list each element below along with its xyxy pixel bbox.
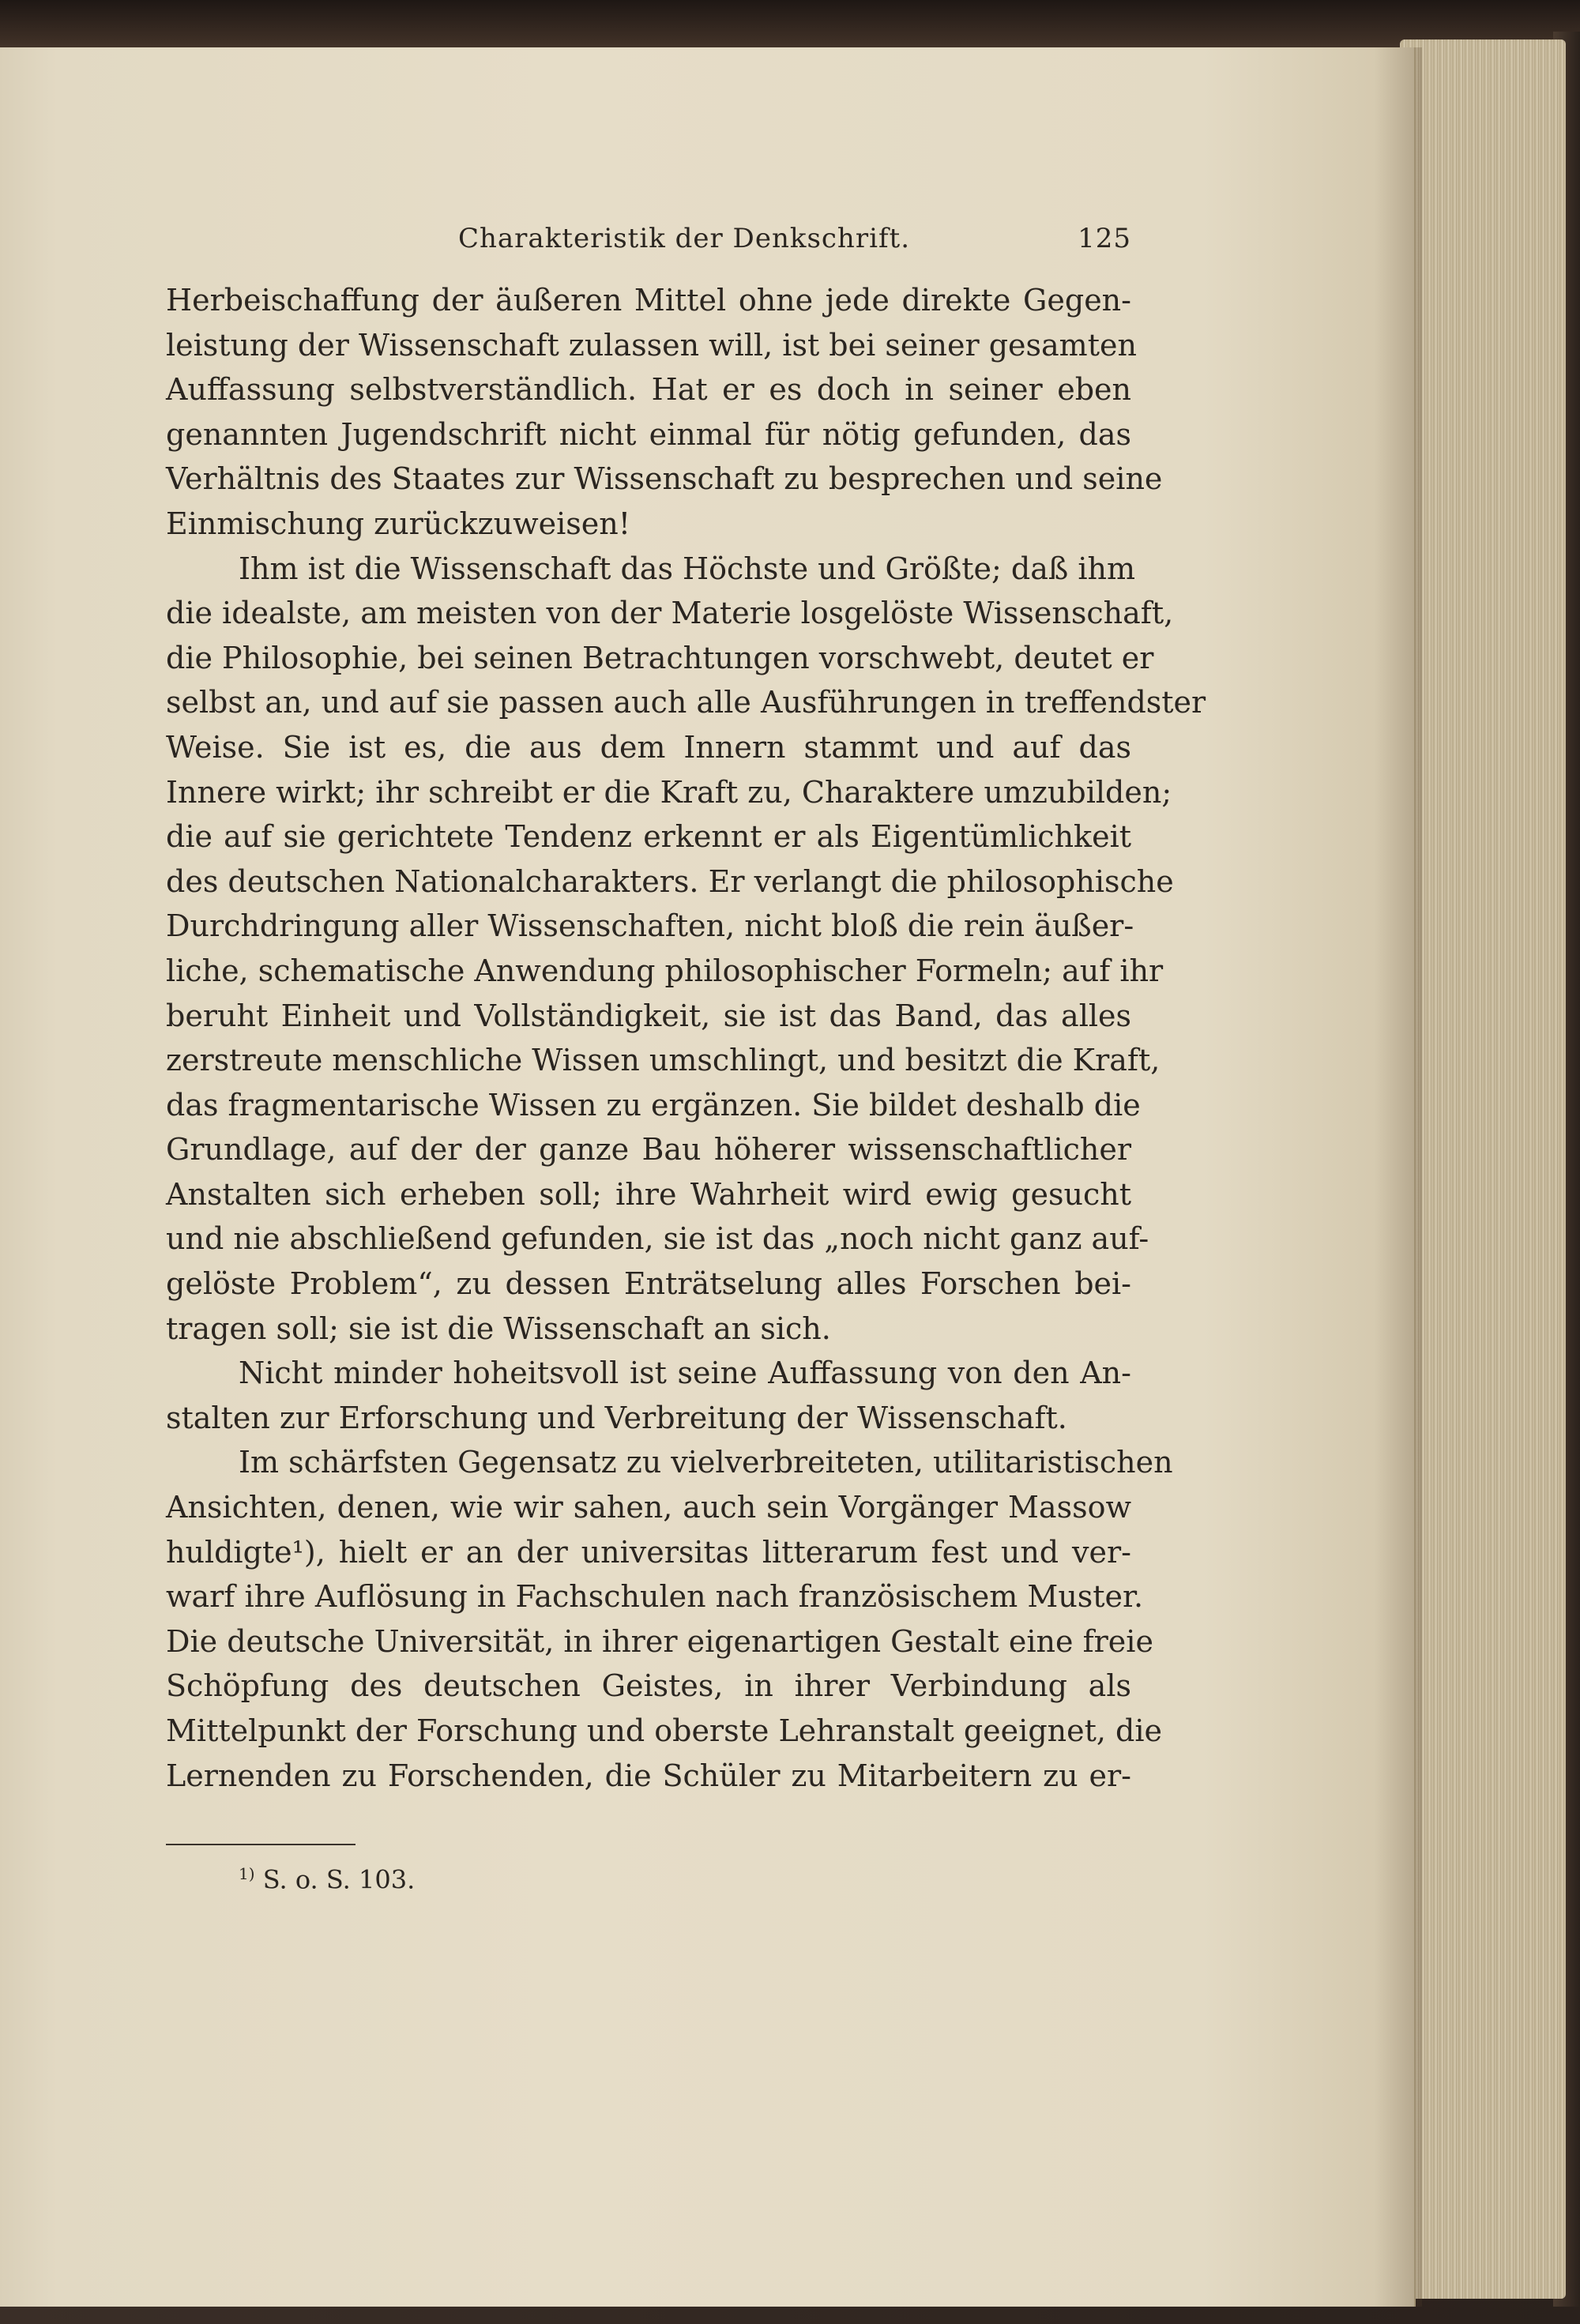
- footnote-text: S. o. S. 103.: [262, 1864, 416, 1895]
- text-line: selbst an, und auf sie passen auch alle Ausführungen in treffendster: [166, 685, 1206, 720]
- text-line: die auf sie gerichtete Tendenz erkennt er als Eigentümlichkeit: [166, 819, 1131, 855]
- text-line: tragen soll; sie ist die Wissenschaft an sich.: [166, 1311, 831, 1346]
- text-line: die Philosophie, bei seinen Betrachtungen vorschwebt, deutet er: [166, 640, 1154, 675]
- text-line: Im schärfsten Gegensatz zu vielverbreiteten, utilitaristischen: [239, 1445, 1173, 1480]
- text-line: Ansichten, denen, wie wir sahen, auch sein Vorgänger Massow: [166, 1490, 1131, 1525]
- paragraph-2: [166, 547, 1206, 1352]
- text-line: Grundlage, auf der der ganze Bau höherer wissenschaftlicher: [166, 1132, 1131, 1168]
- text-line: Nicht minder hoheitsvoll ist seine Auffassung von den An-: [239, 1356, 1131, 1391]
- text-line: Schöpfung des deutschen Geistes, in ihrer Verbindung als: [166, 1668, 1131, 1704]
- text-line: Lernenden zu Forschenden, die Schüler zu Mitarbeitern zu er-: [166, 1758, 1131, 1793]
- text-line: stalten zur Erforschung und Verbreitung der Wissenschaft.: [166, 1400, 1067, 1435]
- text-line: das fragmentarische Wissen zu ergänzen. Sie bildet deshalb die: [166, 1087, 1141, 1123]
- text-line: Einmischung zurückzuweisen!: [166, 506, 630, 541]
- page-text: [166, 223, 1206, 1897]
- text-line: leistung der Wissenschaft zulassen will, ist bei seiner gesamten: [166, 327, 1137, 363]
- text-line: Verhältnis des Staates zur Wissenschaft zu besprechen und seine: [166, 461, 1163, 497]
- text-line: liche, schematische Anwendung philosophischer Formeln; auf ihr: [166, 953, 1164, 988]
- text-line: huldigte¹), hielt er an der universitas litterarum fest und ver-: [166, 1534, 1131, 1570]
- text-line: Innere wirkt; ihr schreibt er die Kraft zu, Charaktere umzubilden;: [166, 774, 1172, 810]
- text-line: genannten Jugendschrift nicht einmal für nötig gefunden, das: [166, 416, 1131, 452]
- running-head: [166, 223, 1131, 278]
- paragraph-1: [166, 278, 1163, 547]
- text-line: Weise. Sie ist es, die aus dem Innern stammt und auf das: [166, 729, 1131, 765]
- text-line: Die deutsche Universität, in ihrer eigenartigen Gestalt eine freie: [166, 1623, 1153, 1659]
- text-line: des deutschen Nationalcharakters. Er verlangt die philosophische: [166, 863, 1174, 899]
- paragraph-3: [166, 1351, 1131, 1440]
- text-line: beruht Einheit und Vollständigkeit, sie ist das Band, das alles: [166, 998, 1131, 1033]
- paragraph-4: [166, 1440, 1173, 1798]
- text-line: gelöste Problem“, zu dessen Enträtselung alles Forschen bei-: [166, 1266, 1131, 1302]
- footnote: [166, 1856, 1131, 1897]
- footnote-divider: [166, 1844, 356, 1845]
- text-line: Durchdringung aller Wissenschaften, nicht bloß die rein äußer-: [166, 908, 1134, 944]
- running-head-title: Charakteristik der Denkschrift.: [458, 223, 911, 254]
- text-line: Ihm ist die Wissenschaft das Höchste und Größte; daß ihm: [239, 551, 1136, 586]
- page-number: 125: [1078, 223, 1131, 254]
- text-line: zerstreute menschliche Wissen umschlingt, und besitzt die Kraft,: [166, 1043, 1161, 1078]
- page-block-edges: [1400, 39, 1566, 2299]
- text-line: und nie abschließend gefunden, sie ist das „noch nicht ganz auf-: [166, 1221, 1149, 1257]
- text-line: warf ihre Auflösung in Fachschulen nach französischem Muster.: [166, 1579, 1144, 1615]
- footnote-marker: 1): [239, 1864, 255, 1884]
- text-line: Herbeischaffung der äußeren Mittel ohne jede direkte Gegen-: [166, 283, 1131, 318]
- page-shadow: [1375, 47, 1422, 2307]
- text-line: die idealste, am meisten von der Materie losgelöste Wissenschaft,: [166, 596, 1174, 631]
- text-line: Mittelpunkt der Forschung und oberste Lehranstalt geeignet, die: [166, 1713, 1162, 1748]
- text-line: Anstalten sich erheben soll; ihre Wahrheit wird ewig gesucht: [166, 1176, 1131, 1212]
- text-line: Auffassung selbstverständlich. Hat er es doch in seiner eben: [166, 372, 1131, 408]
